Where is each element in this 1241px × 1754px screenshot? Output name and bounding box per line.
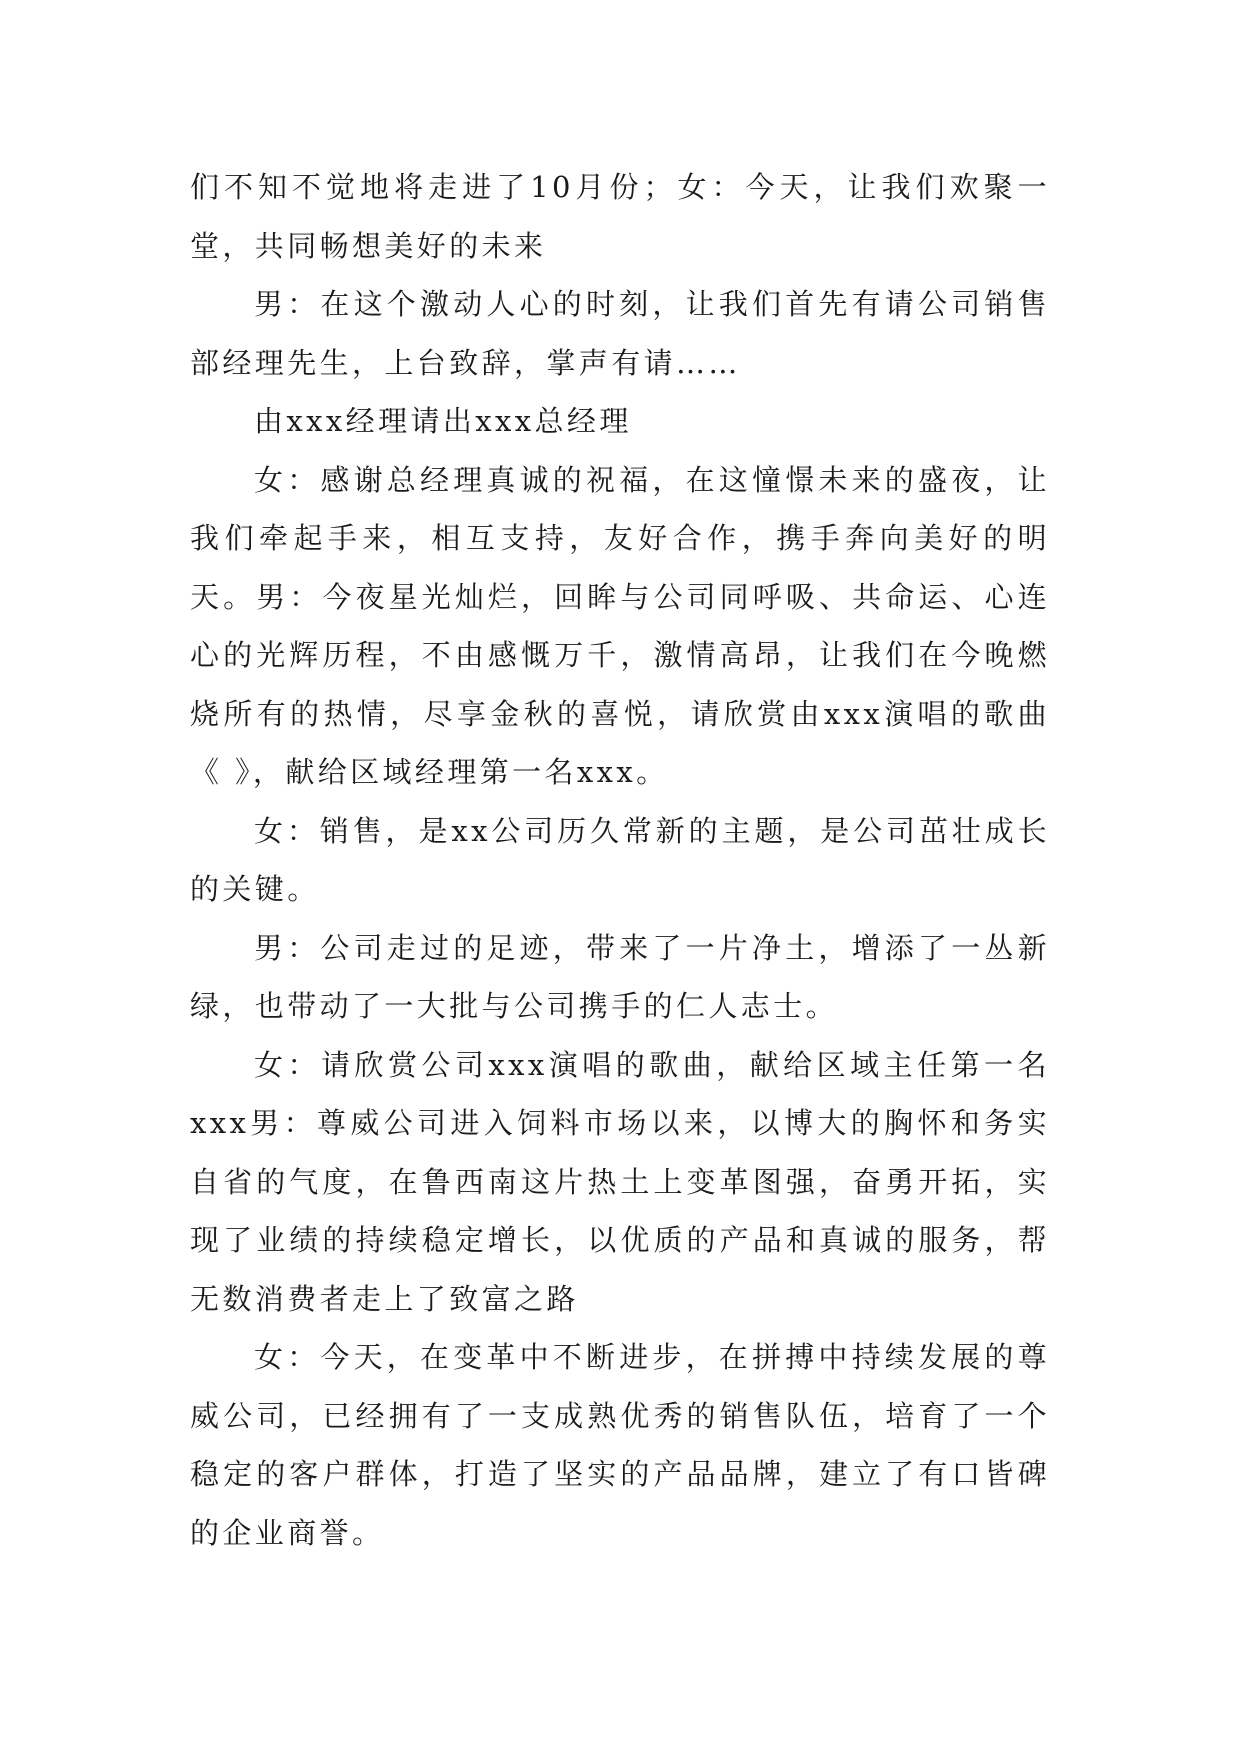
paragraph-2: 男：在这个激动人心的时刻，让我们首先有请公司销售部经理先生，上台致辞，掌声有请…… (190, 287, 1050, 380)
paragraph-5: 女：销售，是xx公司历久常新的主题，是公司茁壮成长的关键。 (190, 813, 1050, 906)
document-body (190, 158, 1050, 1562)
paragraph-3: 由xxx经理请出xxx总经理 (254, 404, 632, 438)
paragraph-6: 男：公司走过的足迹，带来了一片净土，增添了一丛新绿，也带动了一大批与公司携手的仁人志士。 (190, 930, 1050, 1023)
paragraph-8: 女：今天，在变革中不断进步，在拼搏中持续发展的尊威公司，已经拥有了一支成熟优秀的销售队伍，培育了一个稳定的客户群体，打造了坚实的产品品牌，建立了有口皆碑的企业商誉。 (190, 1340, 1050, 1550)
paragraph-7: 女：请欣赏公司xxx演唱的歌曲，献给区域主任第一名xxx男：尊威公司进入饲料市场以来，以博大的胸怀和务实自省的气度，在鲁西南这片热土上变革图强，奋勇开拓，实现了业绩的持续稳定增长，以优质的产品和真诚的服务，帮无数消费者走上了致富之路 (190, 1047, 1050, 1316)
paragraph-4: 女：感谢总经理真诚的祝福，在这憧憬未来的盛夜，让我们牵起手来，相互支持，友好合作，携手奔向美好的明天。男：今夜星光灿烂，回眸与公司同呼吸、共命运、心连心的光辉历程，不由感慨万千，激情高昂，让我们在今晚燃烧所有的热情，尽享金秋的喜悦，请欣赏由xxx演唱的歌曲《 》，献给区域经理第一名xxx。 (190, 462, 1050, 789)
paragraph-1: 们不知不觉地将走进了10月份；女：今天，让我们欢聚一堂，共同畅想美好的未来 (190, 170, 1050, 263)
